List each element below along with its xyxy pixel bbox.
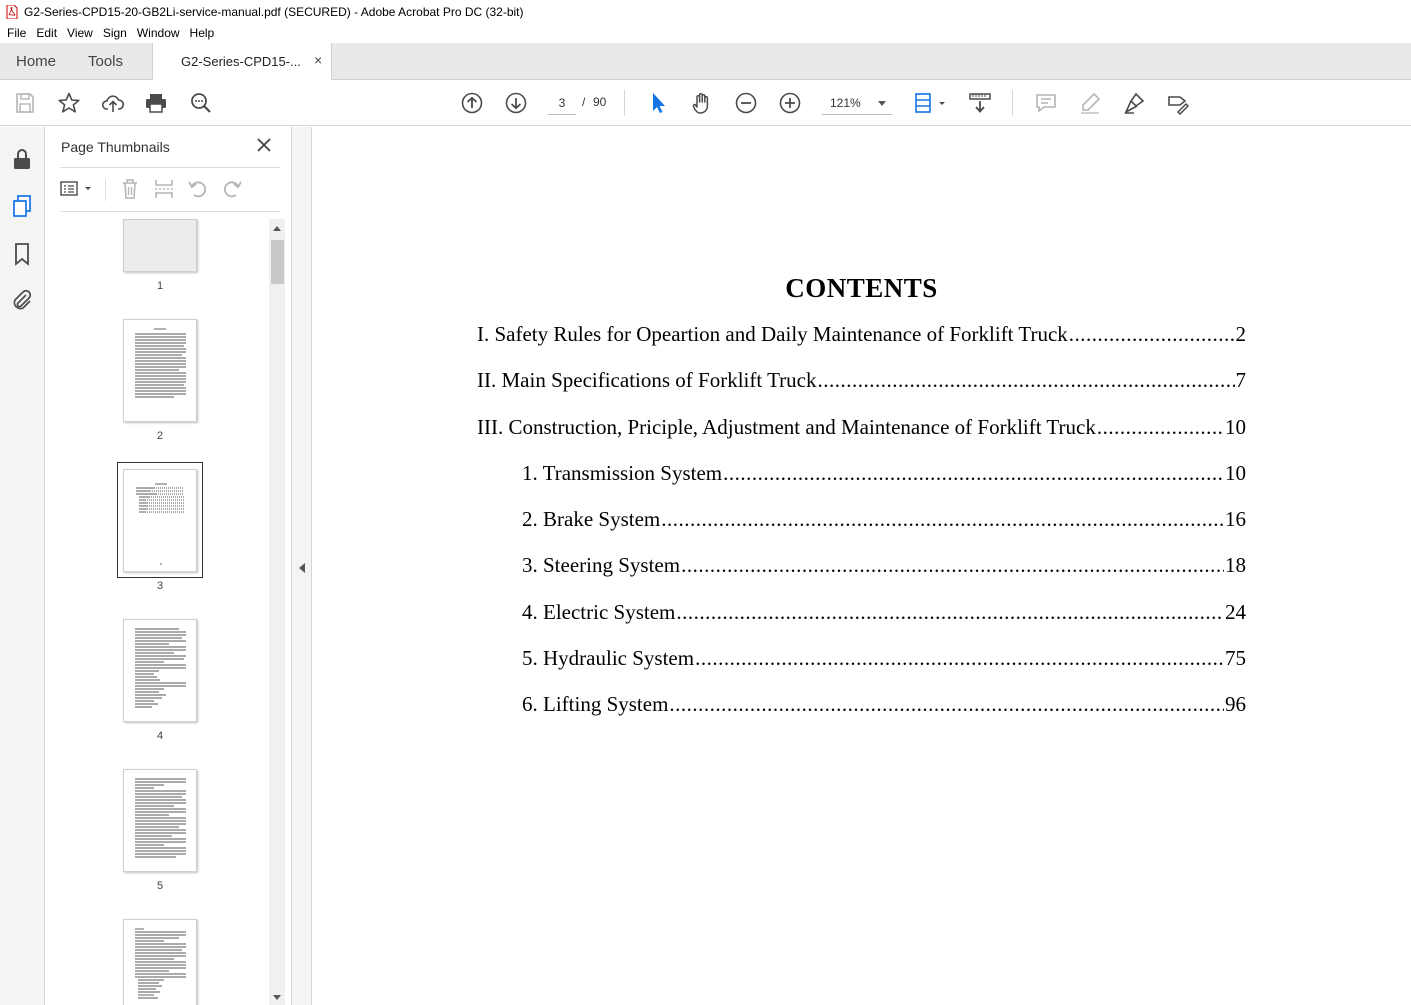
toc-entry-label: 3. Steering System (522, 553, 681, 577)
toc-entry-page: 24 (1225, 600, 1246, 624)
toc-leader-dots (1069, 322, 1235, 347)
menu-sign[interactable]: Sign (102, 26, 127, 40)
toc-entry[interactable] (477, 368, 1246, 393)
thumbnail-label: 4 (156, 730, 164, 742)
menu-help[interactable]: Help (189, 26, 215, 40)
menu-view[interactable]: View (67, 26, 93, 40)
zoom-out-button[interactable] (733, 90, 759, 116)
plus-circle-icon (778, 91, 802, 115)
toolbar-divider (105, 179, 106, 201)
toc-entry-page: 96 (1225, 692, 1246, 716)
panel-title: Page Thumbnails (61, 139, 170, 155)
search-zoom-icon (189, 91, 213, 115)
sign-button[interactable] (1121, 90, 1147, 116)
save-icon (13, 91, 37, 115)
bookmark-icon[interactable] (10, 242, 34, 266)
toc-entry-page: 2 (1235, 322, 1246, 346)
toc-entry-label: 1. Transmission System (522, 461, 723, 485)
toc-leader-dots (661, 507, 1224, 532)
insert-pages-icon[interactable] (152, 177, 176, 201)
toc-entry[interactable] (522, 692, 1246, 717)
close-icon[interactable] (255, 136, 273, 154)
thumbnail-label: 3 (156, 580, 164, 592)
zoom-level-select[interactable] (822, 93, 892, 115)
toc-entry-page: 18 (1225, 553, 1246, 577)
page-thumbnails-panel (45, 127, 292, 1005)
toc-entry-page: 75 (1225, 646, 1246, 670)
toc-entry-label: I. Safety Rules for Opeartion and Daily Maintenance of Forklift Truck (477, 322, 1068, 346)
cursor-arrow-icon (646, 91, 670, 115)
main-toolbar (0, 80, 1411, 126)
page-preview (124, 920, 196, 1005)
toc-entry-label: III. Construction, Priciple, Adjustment and Maintenance of Forklift Truck (477, 415, 1096, 439)
tab-document-label: G2-Series-CPD15-... (181, 54, 301, 69)
thumbnail-label: 5 (156, 880, 164, 892)
navigation-rail (0, 127, 45, 1005)
tab-home[interactable]: Home (16, 53, 57, 70)
minus-circle-icon (734, 91, 758, 115)
toc-leader-dots (681, 553, 1224, 578)
select-tool-button[interactable] (645, 90, 671, 116)
page-preview (124, 620, 196, 721)
bookmark-star-button[interactable] (56, 90, 82, 116)
tab-tools[interactable]: Tools (88, 53, 124, 70)
toc-entry-page: 7 (1235, 368, 1246, 392)
thumbnail-page-5[interactable] (123, 769, 197, 872)
comment-icon (1034, 91, 1058, 115)
window-title: G2-Series-CPD15-20-GB2Li-service-manual.pdf (SECURED) - Adobe Acrobat Pro DC (32-bit) (24, 4, 524, 19)
page-preview (124, 470, 196, 571)
toc-entry-label: 2. Brake System (522, 507, 661, 531)
highlight-button[interactable] (1077, 90, 1103, 116)
toc-entry-page: 10 (1225, 415, 1246, 439)
toc-leader-dots (817, 368, 1234, 393)
find-button[interactable] (188, 90, 214, 116)
panel-divider (60, 211, 280, 212)
rotate-counterclockwise-icon[interactable] (186, 177, 210, 201)
toc-entry-label: 4. Electric System (522, 600, 676, 624)
chevron-down-icon (878, 101, 886, 106)
save-button[interactable] (12, 90, 38, 116)
zoom-in-button[interactable] (777, 90, 803, 116)
thumbnail-label: 2 (156, 430, 164, 442)
toc-entry-label: 6. Lifting System (522, 692, 669, 716)
toc-entry[interactable] (522, 553, 1246, 578)
document-title: CONTENTS (785, 273, 938, 303)
fountain-pen-sign-icon (1122, 91, 1146, 115)
comment-button[interactable] (1033, 90, 1059, 116)
toc-leader-dots (669, 692, 1224, 717)
toc-entry-label: 5. Hydraulic System (522, 646, 695, 670)
edit-document-icon (1166, 91, 1190, 115)
thumbnail-page-4[interactable] (123, 619, 197, 722)
hand-tool-button[interactable] (689, 90, 715, 116)
thumbnail-page-1[interactable] (123, 219, 197, 272)
toc-entry[interactable] (522, 646, 1246, 671)
toc-entry-page: 10 (1225, 461, 1246, 485)
chevron-left-icon (299, 563, 305, 573)
scroll-up-arrow-icon[interactable] (273, 226, 281, 231)
menu-bar (0, 23, 1411, 43)
toc-entry-label: II. Main Specifications of Forklift Truck (477, 368, 817, 392)
star-icon (57, 91, 81, 115)
next-page-button[interactable] (503, 90, 529, 116)
toolbar-divider (624, 90, 625, 116)
trash-icon[interactable] (118, 177, 142, 201)
scrollbar-thumb[interactable] (271, 240, 284, 284)
toc-entry[interactable] (522, 461, 1246, 486)
toc-entry[interactable] (477, 415, 1246, 440)
scroll-down-arrow-icon[interactable] (273, 995, 281, 1000)
page-separator: / (582, 95, 586, 109)
thumbnail-page-3[interactable] (123, 469, 197, 572)
menu-file[interactable]: File (7, 26, 27, 40)
toc-entry[interactable] (522, 507, 1246, 532)
cloud-upload-icon (101, 91, 125, 115)
panel-collapse-handle[interactable] (292, 127, 312, 1005)
tab-close-icon[interactable]: × (314, 52, 323, 68)
thumbnail-list (45, 219, 270, 1005)
thumbnail-scrollbar[interactable] (269, 219, 285, 1005)
fill-sign-button[interactable] (1165, 90, 1191, 116)
previous-page-button[interactable] (459, 90, 485, 116)
toc-leader-dots (695, 646, 1224, 671)
page-number-input[interactable]: 3 (548, 93, 576, 115)
thumbnail-page-6[interactable] (123, 919, 197, 1005)
toc-entry[interactable] (522, 600, 1246, 625)
arrow-up-circle-icon (460, 91, 484, 115)
paperclip-attachments-icon[interactable] (10, 288, 34, 312)
lock-icon[interactable] (10, 147, 34, 171)
thumbnail-page-2[interactable] (123, 319, 197, 422)
scroll-mode-button[interactable] (967, 90, 993, 116)
toc-leader-dots (676, 600, 1224, 625)
print-button[interactable] (143, 90, 169, 116)
acrobat-pdf-icon (6, 5, 18, 19)
page-preview (124, 320, 196, 421)
tab-bar (0, 43, 1411, 80)
thumbnail-label: 1 (156, 280, 164, 292)
toc-entry-page: 16 (1225, 507, 1246, 531)
toc-leader-dots (723, 461, 1224, 486)
zoom-level-value: 121% (830, 96, 861, 110)
page-view-button[interactable] (912, 90, 948, 116)
page-preview (124, 770, 196, 871)
scrolling-mode-icon (968, 91, 992, 115)
document-view (312, 127, 1411, 1005)
page-total: 90 (593, 95, 607, 109)
fit-page-icon (912, 91, 948, 115)
menu-edit[interactable]: Edit (36, 26, 58, 40)
thumbnail-tools (60, 177, 280, 203)
highlighter-pen-icon (1078, 91, 1102, 115)
hand-icon (690, 91, 714, 115)
tab-document[interactable] (152, 43, 332, 80)
thumbnail-options-icon[interactable] (60, 177, 96, 201)
window-titlebar (0, 0, 1411, 23)
upload-button[interactable] (100, 90, 126, 116)
page-thumbnails-icon[interactable] (10, 194, 34, 218)
toolbar-divider (1012, 90, 1013, 116)
toc-leader-dots (1097, 415, 1224, 440)
printer-icon (144, 91, 168, 115)
rotate-clockwise-icon[interactable] (220, 177, 244, 201)
toc-entry[interactable] (477, 322, 1246, 347)
arrow-down-circle-icon (504, 91, 528, 115)
menu-window[interactable]: Window (136, 26, 180, 40)
panel-divider (60, 167, 280, 168)
